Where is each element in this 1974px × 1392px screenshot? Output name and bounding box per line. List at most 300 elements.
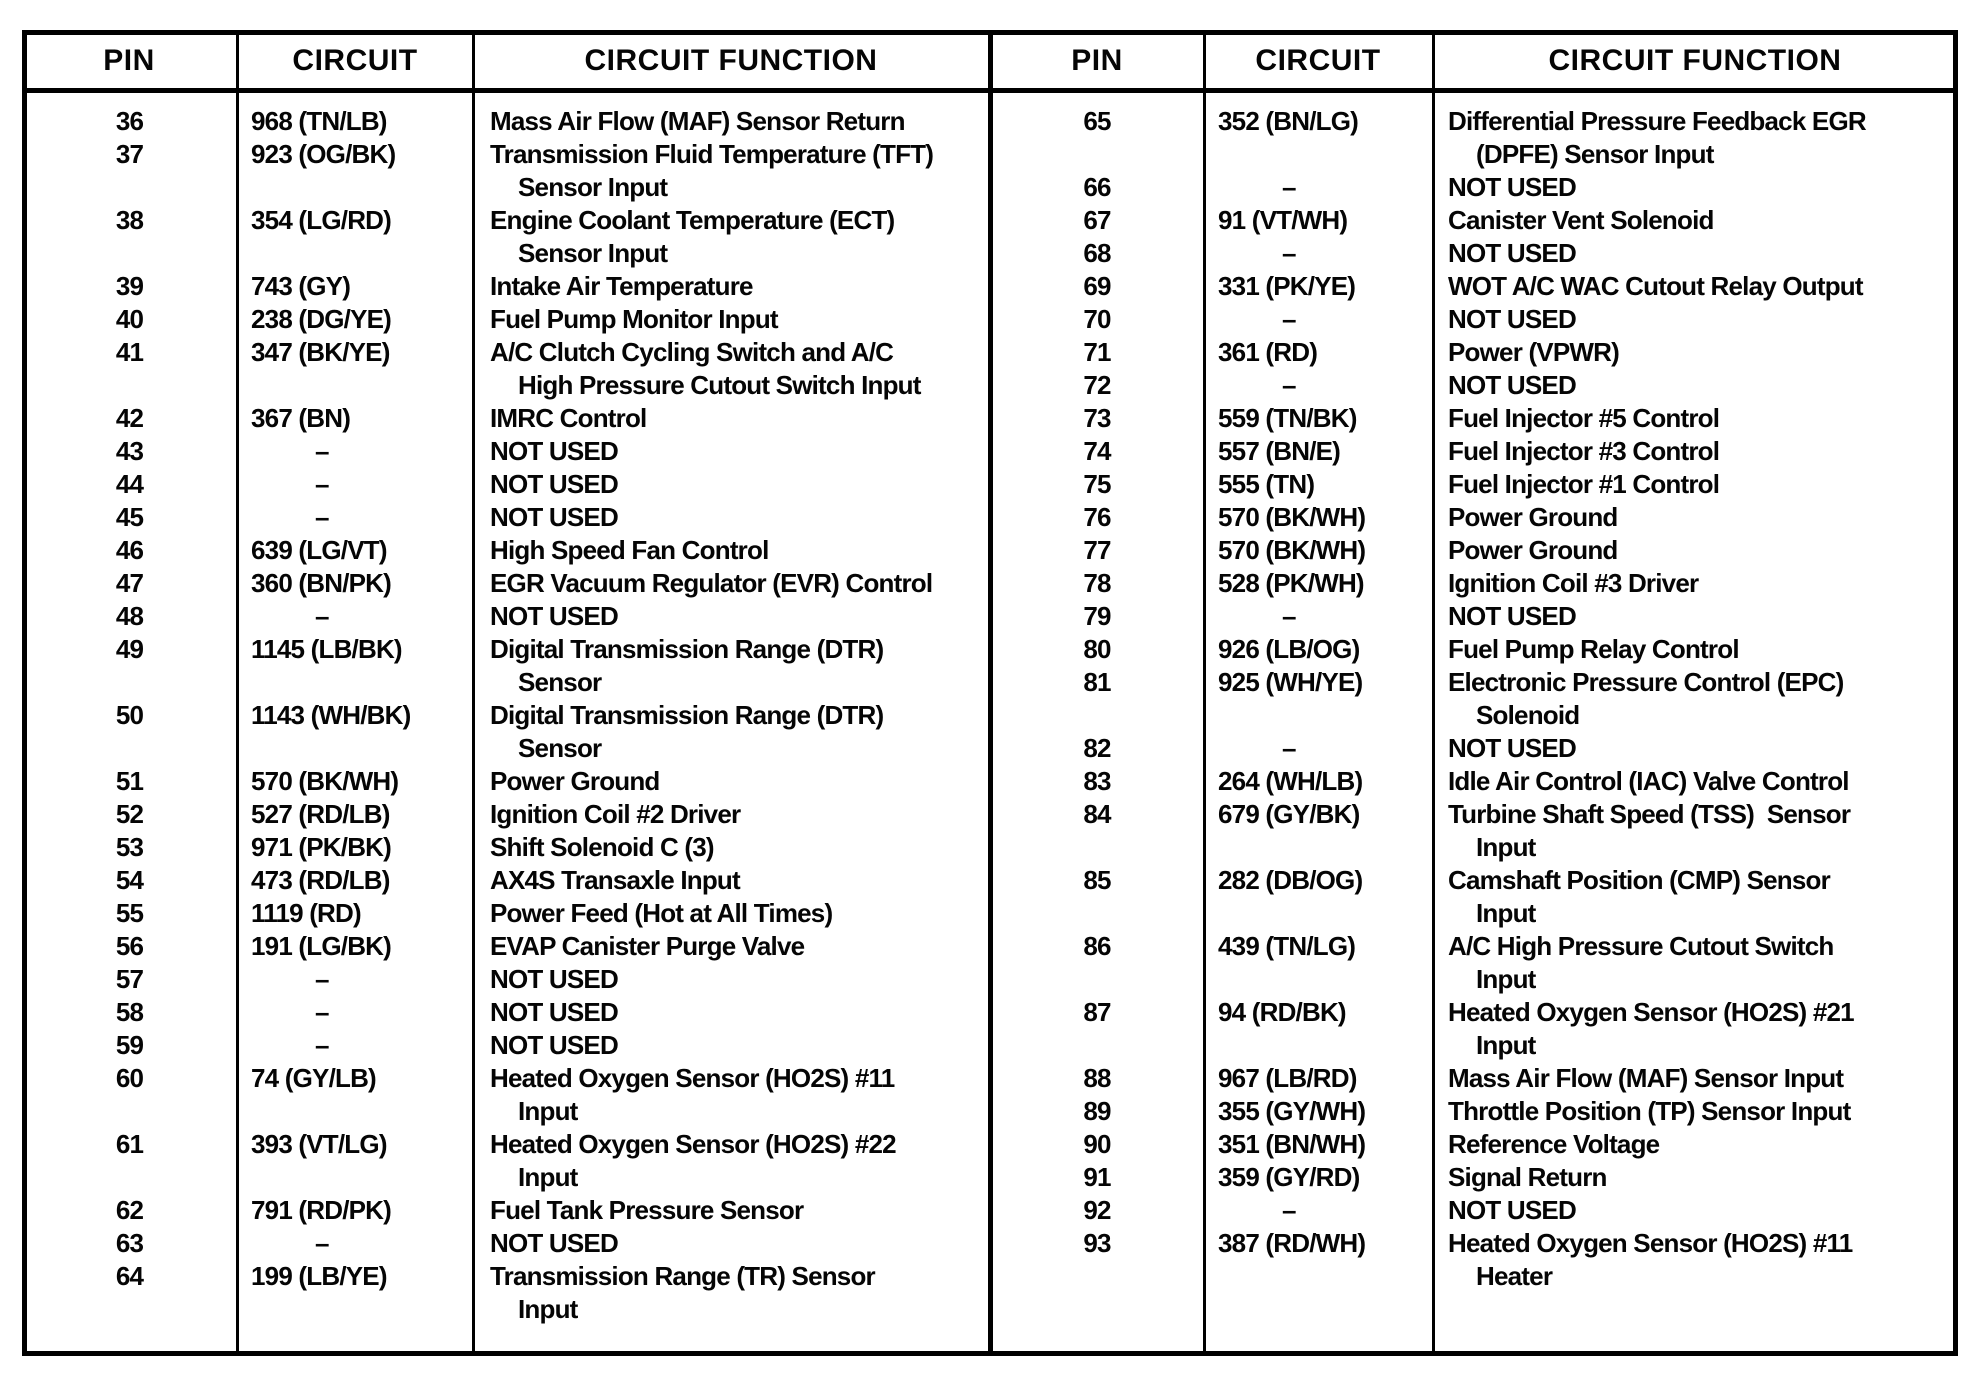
- circuit-cell: 360 (BN/PK): [251, 568, 392, 598]
- circuit-cell: [1204, 303, 1433, 336]
- function-line-continued: Sensor Input: [518, 172, 668, 202]
- function-line: Idle Air Control (IAC) Valve Control: [1448, 766, 1849, 796]
- circuit-cell: 282 (DB/OG): [1218, 865, 1363, 895]
- function-line-continued: Input: [518, 1096, 578, 1126]
- pin-cell: 41: [115, 337, 144, 367]
- circuit-cell: 347 (BK/YE): [251, 337, 390, 367]
- function-line: IMRC Control: [490, 403, 647, 433]
- function-cell: [1433, 996, 1958, 1062]
- function-line-continued: (DPFE) Sensor Input: [1476, 139, 1714, 169]
- pin-cell: 76: [1083, 502, 1111, 532]
- function-cell: [473, 699, 968, 765]
- pin-cell: 79: [1083, 601, 1111, 631]
- table-row: [990, 864, 1958, 930]
- pin-cell: 57: [115, 964, 144, 994]
- pin-cell: 93: [1083, 1228, 1111, 1258]
- function-line: NOT USED: [1448, 601, 1576, 631]
- column-header-circuit-left: CIRCUIT: [292, 44, 418, 77]
- circuit-cell: 473 (RD/LB): [251, 865, 390, 895]
- table-row: [22, 1062, 968, 1128]
- circuit-cell: 555 (TN): [1218, 469, 1315, 499]
- function-cell: [1433, 534, 1958, 567]
- pin-cell: 51: [115, 766, 144, 796]
- circuit-cell: [237, 435, 473, 468]
- function-line: NOT USED: [1448, 1195, 1576, 1225]
- function-line-continued: Sensor Input: [518, 238, 668, 268]
- table-row: [22, 864, 968, 897]
- function-line-continued: Sensor: [518, 733, 602, 763]
- pin-cell: 70: [1083, 304, 1111, 334]
- table-row: [22, 996, 968, 1029]
- table-row: [990, 798, 1958, 864]
- circuit-cell: 528 (PK/WH): [1218, 568, 1364, 598]
- function-line-continued: Input: [1476, 832, 1536, 862]
- not-used-dash: –: [1282, 601, 1296, 631]
- function-cell: [1433, 237, 1958, 270]
- table-row: [990, 204, 1958, 237]
- table-row: [22, 468, 968, 501]
- circuit-cell: 331 (PK/YE): [1218, 271, 1356, 301]
- function-cell: [473, 831, 968, 864]
- table-row: [990, 336, 1958, 369]
- table-row: [990, 633, 1958, 666]
- function-cell: [1433, 171, 1958, 204]
- function-cell: [473, 1194, 968, 1227]
- circuit-cell: 926 (LB/OG): [1218, 634, 1360, 664]
- table-row: [990, 1062, 1958, 1095]
- circuit-cell: 570 (BK/WH): [251, 766, 399, 796]
- pin-cell: 58: [115, 997, 144, 1027]
- function-line: Engine Coolant Temperature (ECT): [490, 205, 895, 235]
- circuit-cell: 264 (WH/LB): [1218, 766, 1363, 796]
- circuit-cell: 359 (GY/RD): [1218, 1162, 1360, 1192]
- circuit-cell: [1204, 237, 1433, 270]
- pin-cell: 72: [1083, 370, 1111, 400]
- function-line: NOT USED: [1448, 733, 1576, 763]
- function-line: NOT USED: [490, 469, 618, 499]
- table-row: [990, 1227, 1958, 1293]
- pin-cell: 53: [115, 832, 144, 862]
- table-row: [990, 534, 1958, 567]
- function-cell: [473, 501, 968, 534]
- pin-cell: 85: [1083, 865, 1111, 895]
- function-cell: [1433, 864, 1958, 930]
- function-cell: [1433, 798, 1958, 864]
- function-line: A/C Clutch Cycling Switch and A/C: [490, 337, 894, 367]
- circuit-cell: 527 (RD/LB): [251, 799, 390, 829]
- table-row: [990, 765, 1958, 798]
- table-row: [990, 567, 1958, 600]
- pin-cell: 52: [115, 799, 144, 829]
- pin-cell: 64: [115, 1261, 144, 1291]
- table-row: [990, 303, 1958, 336]
- table-row: [990, 435, 1958, 468]
- function-line: Reference Voltage: [1448, 1129, 1660, 1159]
- pin-cell: 87: [1083, 997, 1111, 1027]
- pin-cell: 80: [1083, 634, 1111, 664]
- circuit-cell: 352 (BN/LG): [1218, 106, 1359, 136]
- function-line-continued: Input: [1476, 964, 1536, 994]
- circuit-cell: [1204, 732, 1433, 765]
- table-row: [990, 666, 1958, 732]
- function-cell: [1433, 435, 1958, 468]
- function-line-continued: Input: [518, 1162, 578, 1192]
- function-cell: [473, 1260, 968, 1326]
- function-line: Fuel Pump Relay Control: [1448, 634, 1739, 664]
- circuit-cell: 570 (BK/WH): [1218, 502, 1366, 532]
- function-cell: [1433, 1095, 1958, 1128]
- function-line: Throttle Position (TP) Sensor Input: [1448, 1096, 1851, 1126]
- table-row: [22, 765, 968, 798]
- circuit-cell: 743 (GY): [251, 271, 351, 301]
- column-header-pin-left: PIN: [103, 44, 155, 77]
- function-cell: [473, 105, 968, 138]
- function-cell: [1433, 666, 1958, 732]
- function-cell: [1433, 270, 1958, 303]
- table-row: [22, 897, 968, 930]
- pin-cell: 45: [115, 502, 144, 532]
- circuit-cell: 91 (VT/WH): [1218, 205, 1348, 235]
- circuit-cell: 971 (PK/BK): [251, 832, 392, 862]
- pin-cell: 61: [115, 1129, 144, 1159]
- table-row: [22, 303, 968, 336]
- pin-cell: 36: [115, 106, 144, 136]
- table-row: [22, 1260, 968, 1326]
- column-header-function-right: CIRCUIT FUNCTION: [1548, 44, 1842, 77]
- table-row: [990, 105, 1958, 171]
- not-used-dash: –: [1282, 370, 1296, 400]
- function-cell: [473, 1029, 968, 1062]
- pin-cell: 38: [115, 205, 144, 235]
- table-row: [990, 369, 1958, 402]
- table-row: [990, 501, 1958, 534]
- circuit-cell: [237, 468, 473, 501]
- header-divider: [22, 88, 1958, 93]
- pin-cell: 65: [1083, 106, 1111, 136]
- function-line: NOT USED: [490, 436, 618, 466]
- function-cell: [1433, 600, 1958, 633]
- circuit-cell: [237, 501, 473, 534]
- function-cell: [473, 138, 968, 204]
- function-cell: [1433, 930, 1958, 996]
- pin-table-left: [22, 105, 968, 1326]
- function-cell: [473, 336, 968, 402]
- pin-cell: 44: [115, 469, 144, 499]
- function-cell: [473, 402, 968, 435]
- not-used-dash: –: [1282, 1195, 1296, 1225]
- circuit-cell: 439 (TN/LG): [1218, 931, 1356, 961]
- pin-cell: 84: [1083, 799, 1111, 829]
- function-cell: [473, 765, 968, 798]
- circuit-cell: 355 (GY/WH): [1218, 1096, 1366, 1126]
- function-line: High Speed Fan Control: [490, 535, 769, 565]
- function-cell: [473, 633, 968, 699]
- pin-cell: 46: [115, 535, 144, 565]
- function-line: Digital Transmission Range (DTR): [490, 634, 884, 664]
- not-used-dash: –: [315, 502, 329, 532]
- function-line-continued: Solenoid: [1476, 700, 1580, 730]
- function-cell: [1433, 633, 1958, 666]
- function-cell: [473, 303, 968, 336]
- function-cell: [1433, 501, 1958, 534]
- function-line: NOT USED: [490, 964, 618, 994]
- table-row: [22, 798, 968, 831]
- not-used-dash: –: [1282, 304, 1296, 334]
- column-header-pin-right: PIN: [1071, 44, 1123, 77]
- function-line: NOT USED: [490, 1228, 618, 1258]
- function-line: Digital Transmission Range (DTR): [490, 700, 884, 730]
- table-row: [22, 534, 968, 567]
- table-row: [22, 963, 968, 996]
- table-row: [990, 1128, 1958, 1161]
- function-line: WOT A/C WAC Cutout Relay Output: [1448, 271, 1863, 301]
- table-row: [990, 171, 1958, 204]
- circuit-cell: [1204, 369, 1433, 402]
- circuit-cell: 925 (WH/YE): [1218, 667, 1363, 697]
- circuit-cell: 361 (RD): [1218, 337, 1318, 367]
- column-header-circuit-right: CIRCUIT: [1255, 44, 1381, 77]
- pin-cell: 43: [115, 436, 144, 466]
- function-cell: [1433, 105, 1958, 171]
- circuit-cell: 354 (LG/RD): [251, 205, 392, 235]
- function-line: Fuel Injector #5 Control: [1448, 403, 1720, 433]
- function-cell: [473, 534, 968, 567]
- pin-cell: 83: [1083, 766, 1111, 796]
- function-cell: [473, 798, 968, 831]
- circuit-cell: 557 (BN/E): [1218, 436, 1341, 466]
- function-line: Fuel Tank Pressure Sensor: [490, 1195, 804, 1225]
- table-row: [22, 1128, 968, 1194]
- not-used-dash: –: [1282, 238, 1296, 268]
- circuit-cell: 791 (RD/PK): [251, 1195, 392, 1225]
- not-used-dash: –: [1282, 172, 1296, 202]
- function-line: Fuel Pump Monitor Input: [490, 304, 778, 334]
- function-cell: [473, 1128, 968, 1194]
- function-cell: [1433, 567, 1958, 600]
- table-row: [22, 1194, 968, 1227]
- function-cell: [1433, 336, 1958, 369]
- table-row: [990, 600, 1958, 633]
- circuit-cell: 74 (GY/LB): [251, 1063, 376, 1093]
- table-row: [22, 204, 968, 270]
- pin-cell: 50: [115, 700, 144, 730]
- function-line: NOT USED: [490, 997, 618, 1027]
- circuit-cell: [237, 1029, 473, 1062]
- function-line: Electronic Pressure Control (EPC): [1448, 667, 1844, 697]
- pin-cell: 55: [115, 898, 144, 928]
- table-row: [22, 105, 968, 138]
- pin-cell: 66: [1083, 172, 1111, 202]
- table-row: [22, 930, 968, 963]
- function-line: Signal Return: [1448, 1162, 1607, 1192]
- function-cell: [1433, 402, 1958, 435]
- table-row: [990, 1194, 1958, 1227]
- function-line: Shift Solenoid C (3): [490, 832, 714, 862]
- not-used-dash: –: [315, 601, 329, 631]
- function-line: Heated Oxygen Sensor (HO2S) #21: [1448, 997, 1854, 1027]
- pin-cell: 62: [115, 1195, 144, 1225]
- not-used-dash: –: [315, 469, 329, 499]
- table-row: [22, 138, 968, 204]
- circuit-cell: [1204, 1194, 1433, 1227]
- circuit-cell: 570 (BK/WH): [1218, 535, 1366, 565]
- function-line: NOT USED: [490, 601, 618, 631]
- function-line: NOT USED: [1448, 370, 1576, 400]
- function-cell: [473, 864, 968, 897]
- function-line: Heated Oxygen Sensor (HO2S) #11: [1448, 1228, 1853, 1258]
- function-cell: [1433, 468, 1958, 501]
- pin-cell: 48: [115, 601, 144, 631]
- pin-cell: 71: [1083, 337, 1111, 367]
- pin-cell: 77: [1083, 535, 1111, 565]
- not-used-dash: –: [315, 997, 329, 1027]
- circuit-cell: 191 (LG/BK): [251, 931, 392, 961]
- circuit-cell: 967 (LB/RD): [1218, 1063, 1357, 1093]
- circuit-cell: [237, 1227, 473, 1260]
- pin-cell: 40: [115, 304, 144, 334]
- circuit-cell: 559 (TN/BK): [1218, 403, 1357, 433]
- pin-cell: 59: [115, 1030, 144, 1060]
- pin-cell: 39: [115, 271, 144, 301]
- function-line-continued: Input: [1476, 1030, 1536, 1060]
- table-row: [990, 270, 1958, 303]
- pin-cell: 86: [1083, 931, 1111, 961]
- circuit-cell: 679 (GY/BK): [1218, 799, 1360, 829]
- circuit-cell: 393 (VT/LG): [251, 1129, 387, 1159]
- function-line: NOT USED: [1448, 172, 1576, 202]
- not-used-dash: –: [1282, 733, 1296, 763]
- pin-cell: 81: [1083, 667, 1111, 697]
- pin-cell: 91: [1083, 1162, 1111, 1192]
- function-cell: [1433, 369, 1958, 402]
- function-cell: [473, 963, 968, 996]
- function-line: NOT USED: [490, 1030, 618, 1060]
- circuit-cell: 1145 (LB/BK): [251, 634, 402, 664]
- function-cell: [473, 897, 968, 930]
- pin-table-right: [990, 105, 1958, 1293]
- table-row: [22, 633, 968, 699]
- function-line: Mass Air Flow (MAF) Sensor Return: [490, 106, 905, 136]
- pin-cell: 56: [115, 931, 144, 961]
- pin-cell: 49: [115, 634, 144, 664]
- table-row: [990, 996, 1958, 1062]
- pin-cell: 67: [1083, 205, 1111, 235]
- function-line: Fuel Injector #3 Control: [1448, 436, 1720, 466]
- table-row: [22, 600, 968, 633]
- pin-cell: 68: [1083, 238, 1111, 268]
- function-cell: [473, 600, 968, 633]
- function-line: EVAP Canister Purge Valve: [490, 931, 805, 961]
- function-cell: [473, 270, 968, 303]
- table-row: [990, 1095, 1958, 1128]
- function-cell: [1433, 732, 1958, 765]
- function-cell: [1433, 1062, 1958, 1095]
- pin-cell: 60: [115, 1063, 144, 1093]
- circuit-cell: [1204, 171, 1433, 204]
- function-line: Power Ground: [490, 766, 660, 796]
- function-cell: [473, 567, 968, 600]
- circuit-cell: [1204, 600, 1433, 633]
- function-line: NOT USED: [1448, 238, 1576, 268]
- pin-cell: 42: [115, 403, 144, 433]
- pin-cell: 78: [1083, 568, 1111, 598]
- function-cell: [1433, 765, 1958, 798]
- function-line-continued: High Pressure Cutout Switch Input: [518, 370, 921, 400]
- table-row: [990, 402, 1958, 435]
- table-row: [22, 1029, 968, 1062]
- function-cell: [1433, 1194, 1958, 1227]
- circuit-cell: 199 (LB/YE): [251, 1261, 387, 1291]
- circuit-cell: 639 (LG/VT): [251, 535, 387, 565]
- function-line: NOT USED: [1448, 304, 1576, 334]
- function-cell: [1433, 204, 1958, 237]
- circuit-cell: [237, 600, 473, 633]
- function-cell: [473, 204, 968, 270]
- table-row: [22, 402, 968, 435]
- function-line: EGR Vacuum Regulator (EVR) Control: [490, 568, 933, 598]
- circuit-cell: 94 (RD/BK): [1218, 997, 1346, 1027]
- function-line-continued: Sensor: [518, 667, 602, 697]
- function-line: Ignition Coil #2 Driver: [490, 799, 741, 829]
- function-line: Power Ground: [1448, 535, 1618, 565]
- function-line-continued: Heater: [1476, 1261, 1553, 1291]
- pin-cell: 73: [1083, 403, 1111, 433]
- function-line: Transmission Fluid Temperature (TFT): [490, 139, 934, 169]
- function-line: Ignition Coil #3 Driver: [1448, 568, 1699, 598]
- function-cell: [1433, 1128, 1958, 1161]
- function-line-continued: Input: [1476, 898, 1536, 928]
- pin-cell: 89: [1083, 1096, 1111, 1126]
- pin-cell: 74: [1083, 436, 1111, 466]
- table-row: [22, 1227, 968, 1260]
- pin-cell: 82: [1083, 733, 1111, 763]
- not-used-dash: –: [315, 1030, 329, 1060]
- function-cell: [473, 930, 968, 963]
- circuit-cell: 1143 (WH/BK): [251, 700, 411, 730]
- function-line: Turbine Shaft Speed (TSS) Sensor: [1448, 799, 1851, 829]
- function-cell: [473, 468, 968, 501]
- function-cell: [1433, 303, 1958, 336]
- circuit-cell: 351 (BN/WH): [1218, 1129, 1366, 1159]
- function-line: Power Feed (Hot at All Times): [490, 898, 833, 928]
- table-row: [990, 930, 1958, 996]
- table-row: [22, 336, 968, 402]
- table-row: [22, 831, 968, 864]
- function-line: A/C High Pressure Cutout Switch: [1448, 931, 1834, 961]
- pin-cell: 88: [1083, 1063, 1111, 1093]
- function-line: Intake Air Temperature: [490, 271, 753, 301]
- function-line: Canister Vent Solenoid: [1448, 205, 1714, 235]
- table-row: [22, 699, 968, 765]
- function-line-continued: Input: [518, 1294, 578, 1324]
- not-used-dash: –: [315, 964, 329, 994]
- not-used-dash: –: [315, 1228, 329, 1258]
- function-line: AX4S Transaxle Input: [490, 865, 740, 895]
- function-cell: [1433, 1227, 1958, 1293]
- function-line: Heated Oxygen Sensor (HO2S) #22: [490, 1129, 896, 1159]
- table-row: [22, 501, 968, 534]
- circuit-cell: 238 (DG/YE): [251, 304, 392, 334]
- function-line: Camshaft Position (CMP) Sensor: [1448, 865, 1830, 895]
- column-header-function-left: CIRCUIT FUNCTION: [584, 44, 878, 77]
- pin-cell: 47: [115, 568, 144, 598]
- table-row: [990, 732, 1958, 765]
- function-line: Power Ground: [1448, 502, 1618, 532]
- function-cell: [473, 435, 968, 468]
- table-row: [22, 435, 968, 468]
- circuit-cell: 387 (RD/WH): [1218, 1228, 1366, 1258]
- table-row: [990, 1161, 1958, 1194]
